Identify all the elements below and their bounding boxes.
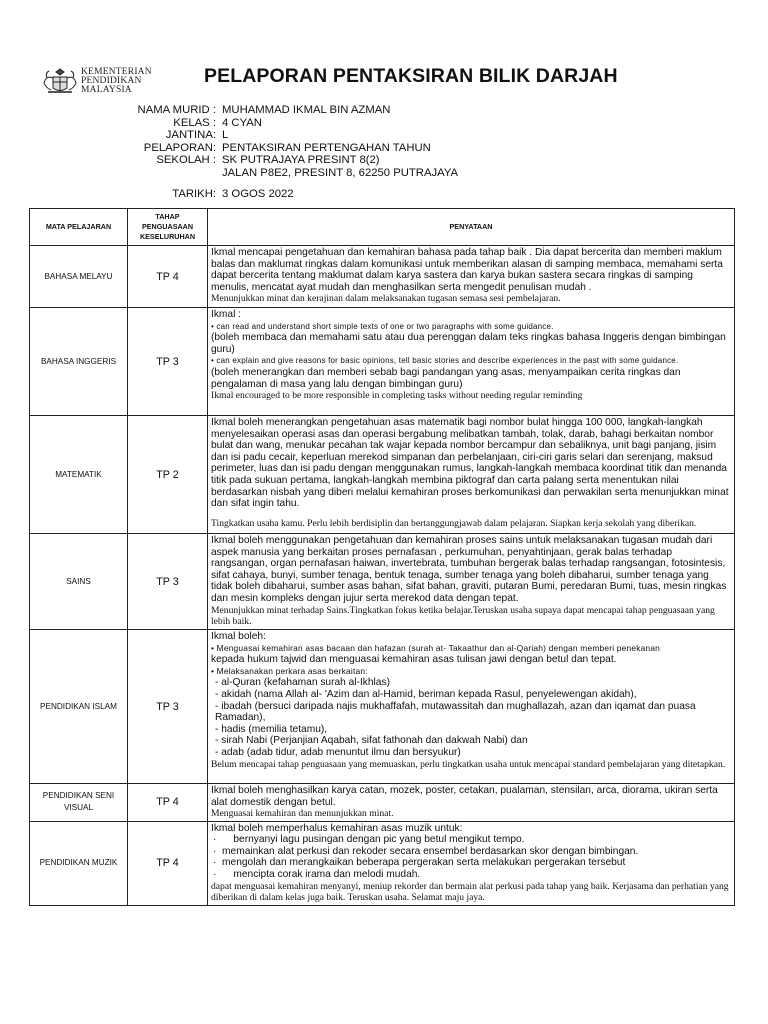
subject-cell: PENDIDIKAN ISLAM — [30, 630, 128, 784]
subject-cell: BAHASA INGGERIS — [30, 308, 128, 416]
list-item: - al-Quran (kefahaman surah al-Ikhlas) — [215, 677, 390, 689]
statement-point: • can explain and give reasons for basic opinions, tell basic stories and describe experiences in the past with some guidance. — [211, 356, 679, 366]
teacher-remark: dapat menguasai kemahiran menyanyi, meniup rekorder dan bermain alat perkusi pada tahap yang baik. Kerjasama dan perhatian yang diberikan di dalam kelas juga baik. Teruskan usaha. Selamat maju jaya. — [211, 880, 729, 903]
statement-intro: Ikmal : — [211, 309, 242, 320]
teacher-remark: Menguasai kemahiran dan menunjukkan minat. — [211, 808, 394, 820]
list-item: - sirah Nabi (Perjanjian Aqabah, sifat fathonah dan dakwah Nabi) dan — [215, 735, 528, 747]
subject-cell: PENDIDIKAN MUZIK — [30, 821, 128, 905]
table-row — [30, 416, 735, 534]
level-cell: TP 2 — [128, 416, 208, 534]
info-row-school — [100, 154, 458, 167]
statement-cell — [208, 246, 735, 308]
info-label — [100, 167, 222, 180]
table-header-row — [30, 209, 735, 246]
ministry-line: KEMENTERIAN — [81, 67, 152, 77]
table-row — [30, 784, 735, 822]
statement-cell — [208, 534, 735, 630]
statement-text: Ikmal mencapai pengetahuan dan kemahiran bahasa pada tahap baik . Dia dapat bercerita dan memberi maklum balas dan maklumat ringkas dalam komunikasi untuk memberikan alasan di samping membaca, memahami serta dapat bercerita tentang maklumat dalam karya sastera dan karya bukan sastera secara ringkas di samping menulis, mencatat ayat mudah dan menghasilkan serta mengedit penulisan mudah . — [211, 247, 723, 293]
ministry-line: MALAYSIA — [81, 85, 132, 95]
statement-translation: (boleh menerangkan dan memberi sebab bagi pandangan yang asas, menyampaikan cerita ringkas dan pengalaman di masa yang lalu dengan bimbingan guru) — [211, 366, 681, 390]
info-row-report — [100, 142, 458, 155]
info-label: PELAPORAN: — [143, 141, 216, 154]
statement-point: • can read and understand short simple texts of one or two paragraphs with some guidance. — [211, 321, 554, 331]
table-row — [30, 308, 735, 416]
table-row — [30, 246, 735, 308]
level-cell: TP 4 — [128, 246, 208, 308]
header-subject: MATA PELAJARAN — [30, 209, 128, 246]
ministry-name — [81, 68, 152, 95]
ministry-line: PENDIDIKAN — [81, 76, 142, 86]
level-cell: TP 4 — [128, 821, 208, 905]
statement-cell — [208, 630, 735, 784]
table-row — [30, 821, 735, 905]
level-cell: TP 4 — [128, 784, 208, 822]
info-value: MUHAMMAD IKMAL BIN AZMAN — [222, 104, 391, 116]
info-value: L — [222, 129, 229, 142]
teacher-remark: Ikmal encouraged to be more responsible in completing tasks without needing regular reminding — [211, 390, 583, 402]
teacher-remark: Menunjukkan minat dan kerajinan dalam melaksanakan tugasan semasa sesi pembelajaran. — [211, 293, 561, 305]
teacher-remark: Menunjukkan minat terhadap Sains.Tingkatkan fokus ketika belajar.Teruskan usaha supaya dapat mencapai tahap penguasaan yang lebih baik. — [211, 604, 715, 627]
level-cell: TP 3 — [128, 534, 208, 630]
list-item: - ibadah (bersuci daripada najis mukhaffafah, mutawassitah dan mughallazah, azan dan iqamat dan puasa Ramadan), — [215, 700, 696, 724]
statement-text: Ikmal boleh menggunakan pengetahuan dan kemahiran proses sains untuk melaksanakan tugasan mudah dari aspek manusia yang berkaitan proses pernafasan , perkumuhan, penyahtinjaan, gerak balas terhadap rangsangan, organ pernafasan haiwan, invertebrata, tumbuhan bergerak balas terhadap rangsangan, fotosintesis, sifat cahaya, bunyi, sumber tenaga, bentuk tenaga, sumber tenaga yang boleh dibaharui, sumber tenaga yang tidak boleh dibaharui, sumber asas bahan, sifat bahan, graviti, putaran Bumi, peredaran Bumi, tuas, mesin ringkas dan mesin kompleks dengan jujur serta merekod data dengan tepat. — [211, 535, 727, 604]
info-row-class — [100, 117, 458, 130]
teacher-remark: Belum mencapai tahap penguasaan yang memuaskan, perlu tingkatkan usaha untuk mencapai standard pembelajaran yang ditetapkan. — [211, 758, 726, 770]
info-value: SK PUTRAJAYA PRESINT 8(2) — [222, 154, 380, 167]
list-item: - akidah (nama Allah al- 'Azim dan al-Hamid, beriman kepada Rasul, penyelewengan akidah), — [215, 688, 637, 700]
info-value: 4 CYAN — [222, 116, 262, 129]
subject-cell: MATEMATIK — [30, 416, 128, 534]
subject-cell: SAINS — [30, 534, 128, 630]
list-item: · bernyanyi lagu pusingan dengan pic yang betul mengikut tempo. — [213, 834, 525, 846]
subject-cell: PENDIDIKAN SENI VISUAL — [30, 784, 128, 822]
list-item: - adab (adab tidur, adab menuntut ilmu dan bersyukur) — [215, 746, 461, 758]
report-date — [100, 188, 294, 200]
crest-icon — [40, 66, 80, 96]
date-label: TARIKH: — [172, 188, 216, 200]
statement-text: kepada hukum tajwid dan menguasai kemahiran asas tulisan jawi dengan betul dan tepat. — [211, 654, 617, 666]
statement-text: Ikmal boleh menghasilkan karya catan, mozek, poster, cetakan, pualaman, stensilan, arca, diorama, ukiran serta alat domestik dengan betul. — [211, 785, 718, 808]
info-label: JANTINA: — [165, 129, 216, 142]
list-item: · memainkan alat perkusi dan rekoder secara ensembel berdasarkan skor dengan bimbingan. — [213, 845, 639, 857]
student-info — [100, 104, 458, 180]
header-level-line: KESELURUHAN — [139, 232, 196, 241]
info-row-gender — [100, 129, 458, 142]
date-value: 3 OGOS 2022 — [222, 188, 294, 200]
level-cell: TP 3 — [128, 308, 208, 416]
list-item: - hadis (memilia tetamu), — [215, 723, 328, 735]
info-value: JALAN P8E2, PRESINT 8, 62250 PUTRAJAYA — [222, 166, 459, 179]
header-level — [128, 209, 208, 246]
table-row — [30, 630, 735, 784]
statement-cell — [208, 821, 735, 905]
statement-cell — [208, 416, 735, 534]
ministry-logo — [40, 66, 162, 102]
info-label: NAMA MURID : — [137, 104, 216, 116]
info-value: PENTAKSIRAN PERTENGAHAN TAHUN — [222, 141, 431, 154]
assessment-table — [29, 208, 735, 906]
info-label: SEKOLAH : — [156, 154, 216, 167]
level-cell: TP 3 — [128, 630, 208, 784]
header-level-line: TAHAP — [155, 212, 180, 221]
report-title: PELAPORAN PENTAKSIRAN BILIK DARJAH — [204, 65, 618, 87]
statement-text: Ikmal boleh menerangkan pengetahuan asas matematik bagi nombor bulat hingga 100 000, langkah-langkah menyelesaikan operasi asas dan operasi bergabung melibatkan tambah, tolak, darab, bahagi berkaitan nombor bulat dan wang, menukar pecahan tak wajar kepada nombor bercampur dan sebaliknya, unit bagi panjang, jisim dan isi padu cecair, keperluan merekod simpanan dan perbelanjaan, ciri-ciri garis selari dan serenjang, maksud perimeter, luas dan isi padu dengan menggunakan rumus, langkah-langkah membaca koordinat titik dan menanda titik pada sukuan pertama, langkah-langkah membina piktograf dan carta palang serta menentukan nilai berdasarkan nisbah yang diberi melalui kemahiran proses berkomunikasi dan perwakilan serta menunjukkan minat dan sifat ingin tahu. — [211, 417, 729, 510]
statement-intro: Ikmal boleh: — [211, 631, 266, 642]
statement-point: • Melaksanakan perkara asas berkaitan: — [211, 665, 368, 676]
teacher-remark: Tingkatkan usaha kamu. Perlu lebih berdisiplin dan bertanggungjawab dalam pelajaran. Siapkan kerja sekolah yang diberikan. — [211, 517, 697, 529]
statement-point: • Menguasai kemahiran asas bacaan dan hafazan (surah at- Takaathur dan al-Qariah) dengan memberi penekanan — [211, 642, 661, 653]
info-row-name — [100, 104, 458, 117]
header-statement: PENYATAAN — [208, 209, 735, 246]
statement-intro: Ikmal boleh memperhalus kemahiran asas muzik untuk: — [211, 822, 463, 834]
statement-cell — [208, 308, 735, 416]
info-row-address — [100, 167, 458, 180]
subject-cell: BAHASA MELAYU — [30, 246, 128, 308]
info-label: KELAS : — [173, 116, 216, 129]
statement-cell — [208, 784, 735, 822]
list-item: · mencipta corak irama dan melodi mudah. — [213, 868, 421, 880]
header-level-line: PENGUASAAN — [141, 222, 194, 231]
table-row — [30, 534, 735, 630]
list-item: · mengolah dan merangkaikan beberapa pergerakan serta melakukan pergerakan tersebut — [213, 857, 626, 869]
statement-translation: (boleh membaca dan memahami satu atau dua perenggan dalam teks ringkas bahasa Inggeris dengan bimbingan guru) — [211, 332, 726, 355]
spacer — [211, 510, 731, 518]
